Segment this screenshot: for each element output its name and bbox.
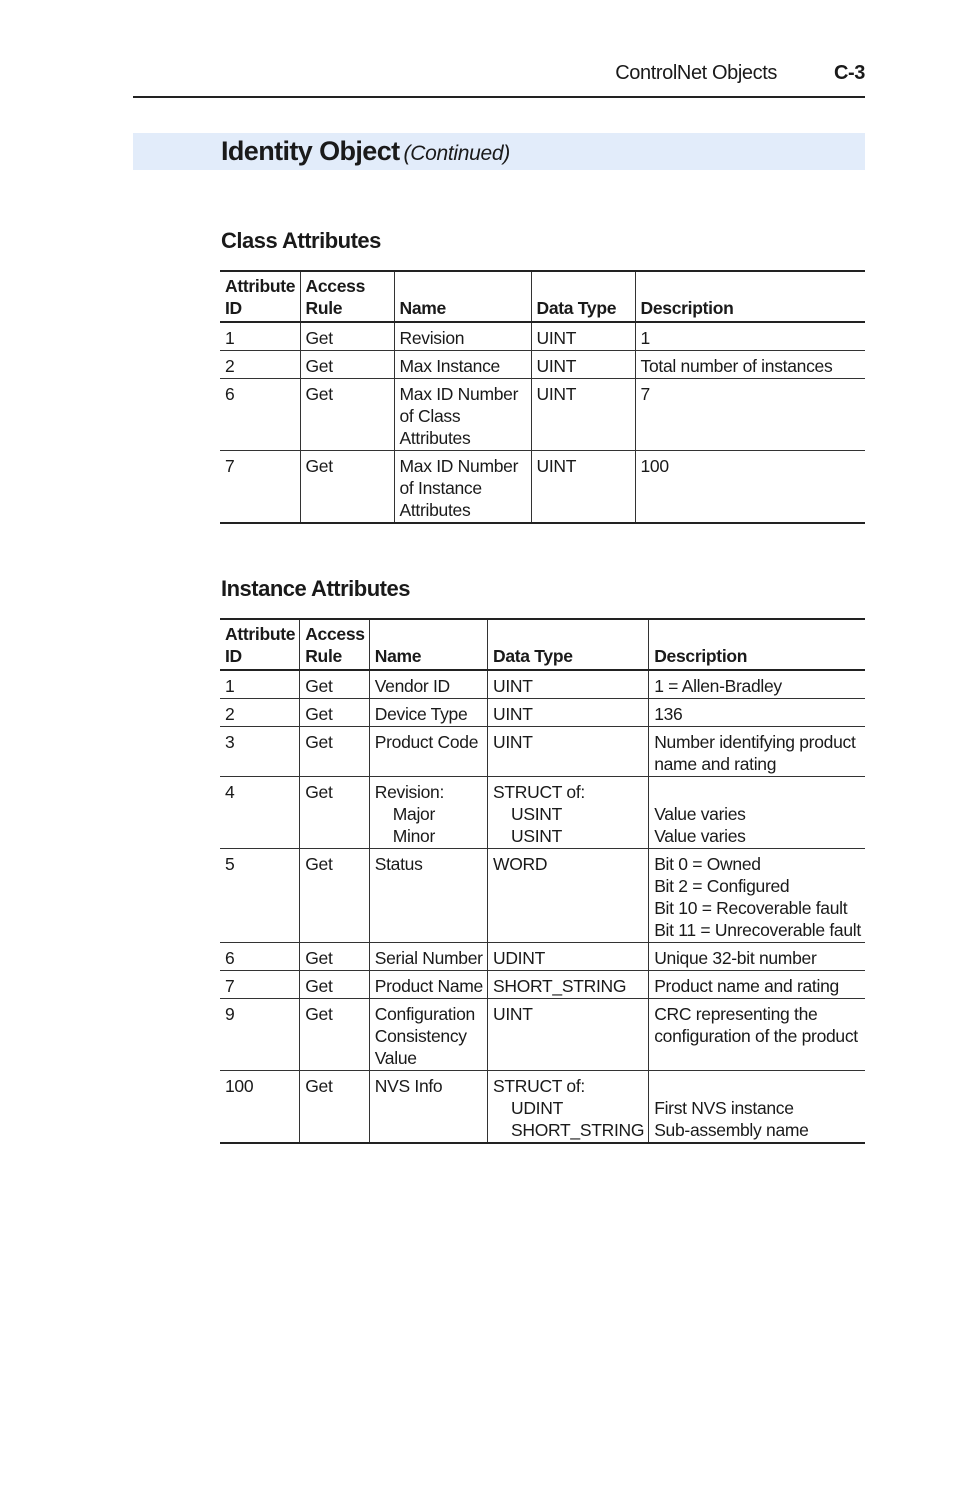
cell-line: Consistency xyxy=(374,1026,467,1046)
cell-data-type xyxy=(531,351,635,379)
cell-line: Max ID Number xyxy=(399,384,519,404)
cell-line: CRC representing the xyxy=(654,1004,818,1024)
title-band xyxy=(133,133,865,170)
cell-access-rule: Get xyxy=(300,379,394,451)
cell-line: configuration of the product xyxy=(654,1026,858,1046)
column-header-line: Access xyxy=(305,276,366,296)
table-row xyxy=(220,1071,865,1144)
cell-line: Major xyxy=(392,804,435,824)
table-row xyxy=(220,777,865,849)
cell-line: UINT xyxy=(493,676,533,696)
cell-line: WORD xyxy=(493,854,548,874)
cell-data-type xyxy=(488,1071,649,1144)
cell-line: Revision xyxy=(399,328,465,348)
cell-data-type xyxy=(488,670,649,699)
column-header-line: Data Type xyxy=(493,646,573,666)
cell-attribute-id: 1 xyxy=(220,670,300,699)
cell-line: NVS Info xyxy=(374,1076,443,1096)
cell-line: UINT xyxy=(493,732,533,752)
column-header-description xyxy=(649,619,865,670)
column-header-access-rule xyxy=(300,271,394,322)
cell-line: UINT xyxy=(536,328,577,348)
cell-access-rule: Get xyxy=(300,849,370,943)
cell-access-rule: Get xyxy=(300,943,370,971)
cell-attribute-id: 1 xyxy=(220,322,300,351)
cell-line: Sub-assembly name xyxy=(654,1120,809,1140)
cell-line: 100 xyxy=(640,456,669,476)
cell-line: First NVS instance xyxy=(654,1098,794,1118)
cell-line xyxy=(654,781,861,803)
cell-line: UINT xyxy=(493,1004,533,1024)
cell-attribute-id: 2 xyxy=(220,699,300,727)
cell-access-rule: Get xyxy=(300,351,394,379)
cell-data-type xyxy=(488,699,649,727)
table-row xyxy=(220,849,865,943)
table-row xyxy=(220,699,865,727)
column-header-attribute-id xyxy=(220,619,300,670)
cell-access-rule: Get xyxy=(300,777,370,849)
cell-line: UINT xyxy=(493,704,533,724)
cell-line: Product Code xyxy=(374,732,479,752)
cell-line: SHORT_STRING xyxy=(493,976,627,996)
running-header xyxy=(133,58,865,98)
cell-line: Revision: xyxy=(374,782,445,802)
cell-line: Serial Number xyxy=(374,948,483,968)
cell-line: 136 xyxy=(654,704,683,724)
table-row xyxy=(220,727,865,777)
cell-data-type xyxy=(531,322,635,351)
cell-line: Max Instance xyxy=(399,356,500,376)
column-header-line: ID xyxy=(225,646,242,666)
cell-line: Value varies xyxy=(654,826,746,846)
cell-line: name and rating xyxy=(654,754,777,774)
column-header-line: Data Type xyxy=(536,298,617,318)
cell-line xyxy=(654,1075,861,1097)
column-header-line: Description xyxy=(654,646,748,666)
cell-line: STRUCT of: xyxy=(493,1076,585,1096)
cell-attribute-id: 7 xyxy=(220,451,300,524)
cell-description xyxy=(649,670,865,699)
table-row xyxy=(220,451,865,524)
cell-name xyxy=(394,322,531,351)
cell-name xyxy=(369,971,487,999)
cell-line: UDINT xyxy=(511,1098,563,1118)
column-header-name xyxy=(394,271,531,322)
title-continued: (Continued) xyxy=(403,142,510,165)
cell-name xyxy=(369,670,487,699)
cell-line: Device Type xyxy=(374,704,468,724)
column-header-line: Attribute xyxy=(225,624,296,644)
cell-line: USINT xyxy=(511,826,563,846)
cell-attribute-id: 7 xyxy=(220,971,300,999)
cell-line: UINT xyxy=(536,384,577,404)
column-header-line: Attribute xyxy=(225,276,296,296)
column-header-line: Rule xyxy=(305,298,343,318)
cell-attribute-id: 3 xyxy=(220,727,300,777)
column-header-attribute-id xyxy=(220,271,300,322)
column-header-line: Rule xyxy=(305,646,342,666)
cell-attribute-id: 100 xyxy=(220,1071,300,1144)
cell-data-type xyxy=(488,971,649,999)
cell-data-type xyxy=(488,943,649,971)
cell-attribute-id: 5 xyxy=(220,849,300,943)
cell-data-type xyxy=(488,727,649,777)
section-name: ControlNet Objects xyxy=(615,62,777,84)
cell-line: Vendor ID xyxy=(374,676,450,696)
table-header-row xyxy=(220,271,865,322)
cell-description xyxy=(649,971,865,999)
cell-data-type xyxy=(531,379,635,451)
cell-line: Attributes xyxy=(399,500,471,520)
column-header-line: Name xyxy=(399,298,446,318)
column-header-data-type xyxy=(531,271,635,322)
cell-access-rule: Get xyxy=(300,451,394,524)
cell-name xyxy=(369,727,487,777)
column-header-access-rule xyxy=(300,619,370,670)
cell-line: UINT xyxy=(536,456,577,476)
instance-attributes-heading: Instance Attributes xyxy=(221,576,410,601)
cell-line: Bit 0 = Owned xyxy=(654,854,761,874)
cell-name xyxy=(369,849,487,943)
cell-line: STRUCT of: xyxy=(493,782,585,802)
cell-description xyxy=(649,699,865,727)
cell-name xyxy=(369,777,487,849)
cell-line: Status xyxy=(374,854,423,874)
cell-line: UDINT xyxy=(493,948,545,968)
table-row xyxy=(220,999,865,1071)
cell-line: Total number of instances xyxy=(640,356,833,376)
cell-data-type xyxy=(531,451,635,524)
table-header-row xyxy=(220,619,865,670)
cell-line: Value varies xyxy=(654,804,746,824)
cell-name xyxy=(369,1071,487,1144)
cell-line: Bit 11 = Unrecoverable fault xyxy=(654,920,861,940)
cell-access-rule: Get xyxy=(300,999,370,1071)
cell-line: USINT xyxy=(511,804,563,824)
cell-description xyxy=(635,379,865,451)
cell-access-rule: Get xyxy=(300,670,370,699)
table-row xyxy=(220,670,865,699)
cell-description xyxy=(635,351,865,379)
cell-line: Minor xyxy=(392,826,435,846)
table-row xyxy=(220,379,865,451)
cell-name xyxy=(394,451,531,524)
cell-name xyxy=(369,999,487,1071)
title-main: Identity Object xyxy=(221,136,400,166)
column-header-data-type xyxy=(488,619,649,670)
cell-line: Bit 10 = Recoverable fault xyxy=(654,898,848,918)
cell-attribute-id: 6 xyxy=(220,943,300,971)
cell-data-type xyxy=(488,999,649,1071)
table-row xyxy=(220,943,865,971)
cell-name xyxy=(394,379,531,451)
cell-line: Product Name xyxy=(374,976,483,996)
cell-name xyxy=(369,699,487,727)
page-title xyxy=(221,133,510,172)
cell-access-rule: Get xyxy=(300,699,370,727)
cell-line: SHORT_STRING xyxy=(511,1120,645,1140)
cell-attribute-id: 9 xyxy=(220,999,300,1071)
cell-line: Number identifying product xyxy=(654,732,856,752)
table-row xyxy=(220,971,865,999)
column-header-line: Access xyxy=(305,624,365,644)
cell-attribute-id: 2 xyxy=(220,351,300,379)
class-attributes-table xyxy=(220,270,865,524)
column-header-line: Description xyxy=(640,298,734,318)
cell-access-rule: Get xyxy=(300,1071,370,1144)
instance-attributes-table xyxy=(220,618,865,1144)
cell-line: Bit 2 = Configured xyxy=(654,876,790,896)
cell-data-type xyxy=(488,849,649,943)
cell-data-type xyxy=(488,777,649,849)
cell-line: Unique 32-bit number xyxy=(654,948,817,968)
cell-line: Configuration xyxy=(374,1004,475,1024)
table-row xyxy=(220,351,865,379)
table-row xyxy=(220,322,865,351)
column-header-line: ID xyxy=(225,298,242,318)
cell-line: Max ID Number xyxy=(399,456,519,476)
page-number: C-3 xyxy=(833,62,865,84)
cell-name xyxy=(369,943,487,971)
cell-line: of Class xyxy=(399,406,461,426)
cell-line: UINT xyxy=(536,356,577,376)
column-header-description xyxy=(635,271,865,322)
cell-access-rule: Get xyxy=(300,322,394,351)
cell-line: Product name and rating xyxy=(654,976,839,996)
cell-name xyxy=(394,351,531,379)
cell-line: of Instance xyxy=(399,478,482,498)
cell-description xyxy=(649,999,865,1071)
cell-attribute-id: 4 xyxy=(220,777,300,849)
cell-description xyxy=(649,849,865,943)
cell-line: 7 xyxy=(640,384,650,404)
cell-description xyxy=(649,1071,865,1144)
cell-line: 1 xyxy=(640,328,650,348)
class-attributes-heading: Class Attributes xyxy=(221,228,381,253)
column-header-name xyxy=(369,619,487,670)
cell-line: Attributes xyxy=(399,428,471,448)
cell-access-rule: Get xyxy=(300,971,370,999)
cell-line: 1 = Allen-Bradley xyxy=(654,676,782,696)
cell-attribute-id: 6 xyxy=(220,379,300,451)
cell-description xyxy=(649,777,865,849)
column-header-line: Name xyxy=(374,646,422,666)
cell-description xyxy=(635,322,865,351)
cell-description xyxy=(649,943,865,971)
cell-description xyxy=(649,727,865,777)
cell-access-rule: Get xyxy=(300,727,370,777)
cell-line: Value xyxy=(374,1048,417,1068)
cell-description xyxy=(635,451,865,524)
